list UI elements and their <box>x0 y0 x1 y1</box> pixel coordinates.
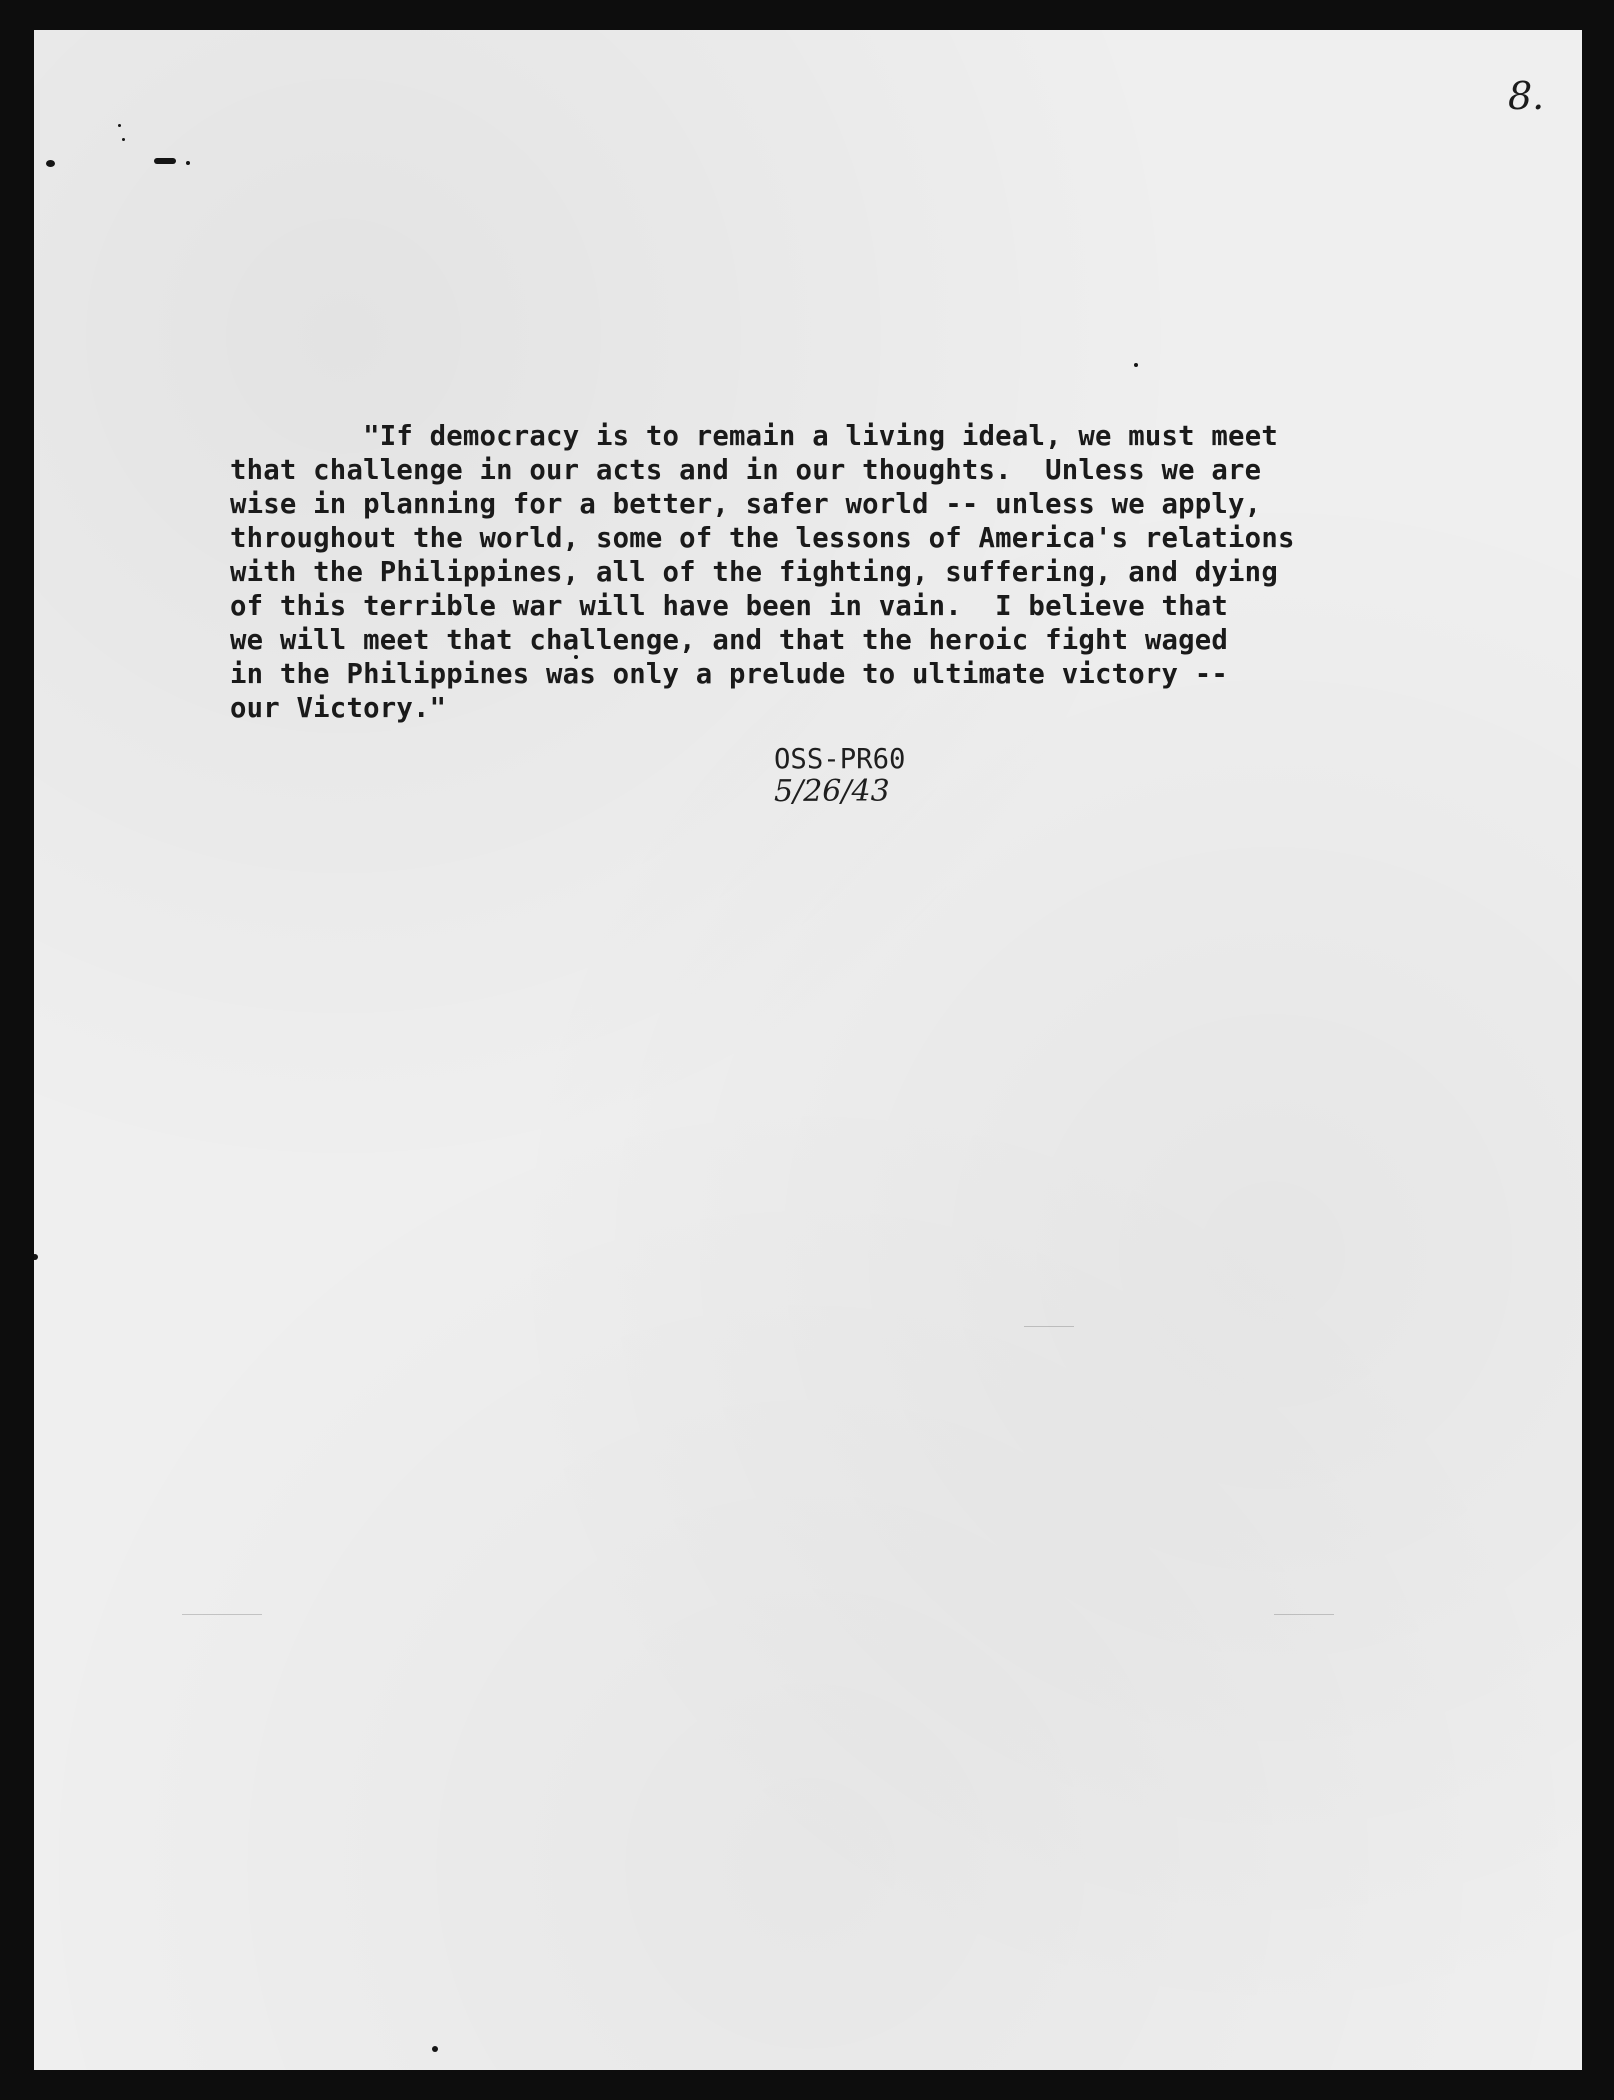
paper-crease <box>1274 1614 1334 1615</box>
ink-speck <box>432 2046 438 2052</box>
reference-block <box>774 744 905 808</box>
text-line: that challenge in our acts and in our thoughts. Unless we are <box>230 455 1262 486</box>
page-number: 8. <box>1508 74 1545 118</box>
reference-date: 5/26/43 <box>774 774 890 809</box>
text-line: "If democracy is to remain a living ideal, we must meet <box>296 421 1278 452</box>
paper-crease <box>182 1614 262 1615</box>
ink-speck <box>34 1254 38 1260</box>
text-line: wise in planning for a better, safer world -- unless we apply, <box>230 489 1262 520</box>
text-line: of this terrible war will have been in vain. I believe that <box>230 591 1229 622</box>
text-line: throughout the world, some of the lessons of America's relations <box>230 523 1295 554</box>
paper-crease <box>1024 1326 1074 1327</box>
reference-code: OSS-PR60 <box>774 744 906 775</box>
document-page <box>34 30 1582 2070</box>
text-line: we will meet that challenge, and that the heroic fight waged <box>230 625 1229 656</box>
ink-speck <box>122 138 125 141</box>
text-line: in the Philippines was only a prelude to ultimate victory -- <box>230 659 1229 690</box>
text-line: with the Philippines, all of the fighting, suffering, and dying <box>230 557 1278 588</box>
ink-speck <box>154 158 176 164</box>
text-line: our Victory." <box>230 693 447 724</box>
ink-speck <box>46 160 55 167</box>
quotation-paragraph <box>230 386 1530 760</box>
ink-speck <box>118 124 121 127</box>
ink-speck <box>186 161 190 165</box>
ink-speck <box>1134 363 1138 367</box>
